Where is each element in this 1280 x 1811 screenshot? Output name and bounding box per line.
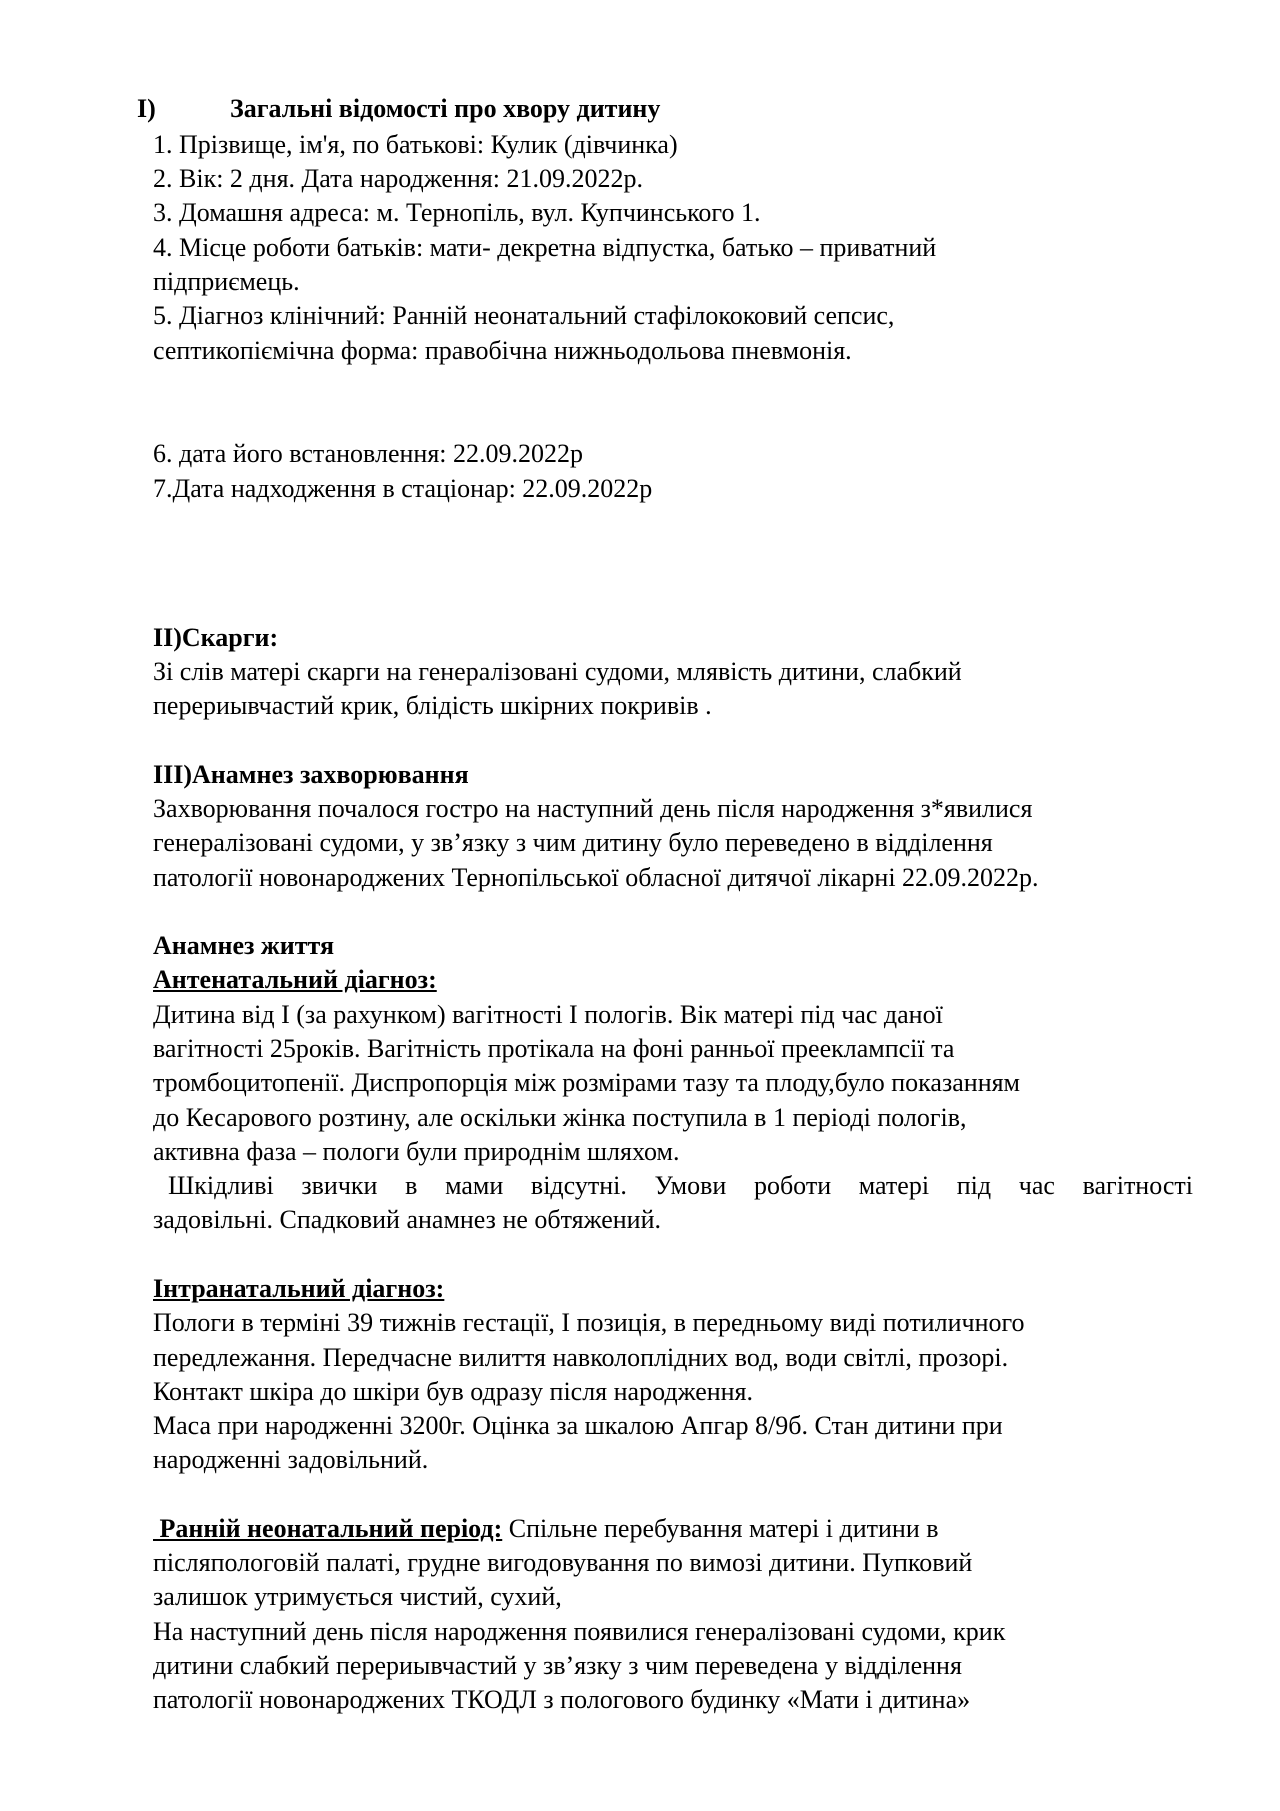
- parents-work-line: 4. Місце роботи батьків: мати- декретна відпустка, батько – приватний: [153, 233, 937, 262]
- diagnosis-date-line: 6. дата його встановлення: 22.09.2022р: [153, 439, 584, 468]
- antenatal-line: Дитина від І (за рахунком) вагітності І пологів. Вік матері під час даної: [153, 1000, 943, 1029]
- disease-history-heading: III)Анамнез захворювання: [153, 760, 469, 789]
- complaints-line: перериывчастий крик, блідість шкірних покривів .: [153, 691, 712, 720]
- early-neonatal-line: На наступний день після народження появилися генералізовані судоми, крик: [153, 1617, 1006, 1646]
- address-line: 3. Домашня адреса: м. Тернопіль, вул. Купчинського 1.: [153, 198, 761, 227]
- diagnosis-line: 5. Діагноз клінічний: Ранній неонатальний стафілококовий сепсис,: [153, 301, 895, 330]
- early-neonatal-heading: Ранній неонатальний період:: [153, 1514, 503, 1543]
- antenatal-heading: Антенатальний діагноз:: [153, 965, 437, 994]
- antenatal-habits-line: Шкідливі звички в мами відсутні. Умови роботи матері під час вагітності: [168, 1171, 1193, 1200]
- age-line: 2. Вік: 2 дня. Дата народження: 21.09.2022р.: [153, 164, 643, 193]
- early-neonatal-line: дитини слабкий перериывчастий у зв’язку з чим переведена у відділення: [153, 1651, 962, 1680]
- parents-work-line-cont: підприємець.: [153, 267, 300, 296]
- disease-history-line: патології новонароджених Тернопільської обласної дитячої лікарні 22.09.2022р.: [153, 863, 1039, 892]
- antenatal-line: до Кесарового розтину, але оскільки жінка поступила в 1 періоді пологів,: [153, 1103, 967, 1132]
- intranatal-line: Маса при народженні 3200г. Оцінка за шкалою Апгар 8/9б. Стан дитини при: [153, 1411, 1003, 1440]
- intranatal-line: народженні задовільний.: [153, 1445, 429, 1474]
- antenatal-line: вагітності 25років. Вагітність протікала на фоні ранньої прееклампсії та: [153, 1034, 955, 1063]
- early-neonatal-line: післяпологовій палаті, грудне вигодовування по вимозі дитини. Пупковий: [153, 1548, 973, 1577]
- diagnosis-line-cont: септикопіємічна форма: правобічна нижньодольова пневмонія.: [153, 336, 852, 365]
- antenatal-heredity-line: задовільні. Спадковий анамнез не обтяжений.: [153, 1205, 662, 1234]
- section-1-title: Загальні відомості про хвору дитину: [230, 94, 661, 123]
- admission-date-line: 7.Дата надходження в стаціонар: 22.09.2022р: [153, 474, 653, 503]
- antenatal-line: тромбоцитопенії. Диспропорція між розмірами тазу та плоду,було показанням: [153, 1068, 1021, 1097]
- intranatal-line: Контакт шкіра до шкіри був одразу після народження.: [153, 1377, 754, 1406]
- early-neonatal-line: залишок утримується чистий, сухий,: [153, 1582, 562, 1611]
- patient-name-line: 1. Прізвище, ім'я, по батькові: Кулик (дівчинка): [153, 130, 678, 159]
- life-history-heading: Анамнез життя: [153, 931, 335, 960]
- intranatal-line: Пологи в терміні 39 тижнів гестації, І позиція, в передньому виді потиличного: [153, 1308, 1025, 1337]
- complaints-line: Зі слів матері скарги на генералізовані судоми, млявість дитини, слабкий: [153, 657, 962, 686]
- early-neonatal-first-line: [153, 1512, 939, 1546]
- early-neonatal-text: Спільне перебування матері і дитини в: [502, 1514, 939, 1543]
- disease-history-line: генералізовані судоми, у зв’язку з чим дитину було переведено в відділення: [153, 828, 993, 857]
- section-1-number: I): [137, 94, 156, 123]
- intranatal-heading: Інтранатальний діагноз:: [153, 1274, 445, 1303]
- complaints-heading: II)Скарги:: [153, 623, 279, 652]
- early-neonatal-line: патології новонароджених ТКОДЛ з пологового будинку «Мати і дитина»: [153, 1685, 971, 1714]
- antenatal-line: активна фаза – пологи були природнім шляхом.: [153, 1137, 680, 1166]
- intranatal-line: передлежання. Передчасне вилиття навколоплідних вод, води світлі, прозорі.: [153, 1343, 1009, 1372]
- disease-history-line: Захворювання почалося гостро на наступний день після народження з*явилися: [153, 794, 1033, 823]
